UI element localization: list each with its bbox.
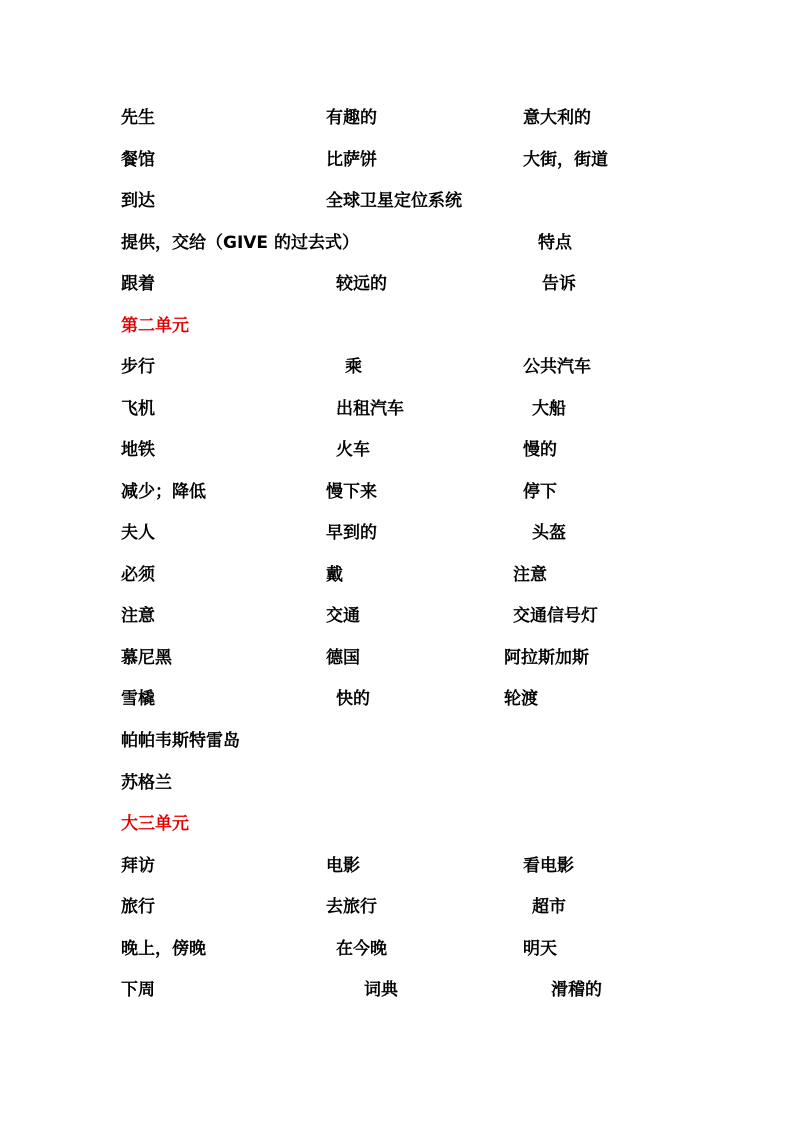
vocab-word: 电影 [326,856,360,876]
vocab-word: 注意 [121,606,155,626]
vocab-row [0,769,794,797]
vocab-row [0,893,794,921]
vocab-word: 超市 [532,897,566,917]
vocab-word: 轮渡 [504,689,538,709]
vocab-row [0,976,794,1004]
vocab-word: 先生 [121,108,155,128]
vocab-word: 有趣的 [326,108,377,128]
vocab-word: 戴 [326,565,343,585]
vocab-word: 帕帕韦斯特雷岛 [121,731,240,751]
vocab-row [0,685,794,713]
vocab-row [0,229,794,257]
vocab-word: 下周 [121,980,155,1000]
vocab-row [0,727,794,755]
vocab-row [0,478,794,506]
vocab-word: 早到的 [326,523,377,543]
vocab-word: 比萨饼 [326,150,377,170]
vocab-word: 快的 [336,689,370,709]
vocab-word: 餐馆 [121,150,155,170]
vocab-word: 减少；降低 [121,482,206,502]
vocab-word: 大街，街道 [523,150,608,170]
vocab-word: 慢的 [523,440,557,460]
unit-heading-row [0,312,794,340]
vocab-word: 拜访 [121,856,155,876]
vocab-word: 苏格兰 [121,773,172,793]
vocab-word: 阿拉斯加斯 [504,648,589,668]
vocab-word: 跟着 [121,274,155,294]
vocab-word: 慢下来 [326,482,377,502]
vocab-word: 雪橇 [121,689,155,709]
vocab-row [0,561,794,589]
vocab-word: 看电影 [523,856,574,876]
vocab-word: 德国 [326,648,360,668]
vocab-word: 地铁 [121,440,155,460]
vocab-word: 夫人 [121,523,155,543]
vocab-word: 全球卫星定位系统 [326,191,462,211]
vocab-row [0,935,794,963]
vocab-word: 停下 [523,482,557,502]
vocab-word: 晚上，傍晚 [121,939,206,959]
vocab-word: 必须 [121,565,155,585]
vocab-word: 在今晚 [336,939,387,959]
vocab-row [0,602,794,630]
vocab-row [0,644,794,672]
vocab-row [0,436,794,464]
vocab-word: 特点 [538,233,572,253]
vocab-word: 旅行 [121,897,155,917]
vocab-word: 飞机 [121,399,155,419]
vocab-row [0,270,794,298]
vocab-word: 步行 [121,357,155,377]
vocab-word: 火车 [336,440,370,460]
vocab-row [0,353,794,381]
vocab-row [0,187,794,215]
vocab-word: 乘 [345,357,362,377]
vocab-word: 交通信号灯 [513,606,598,626]
vocab-word: 出租汽车 [336,399,404,419]
unit-heading-row [0,810,794,838]
vocab-row [0,104,794,132]
vocab-word: 去旅行 [326,897,377,917]
vocab-word: 告诉 [542,274,576,294]
vocab-word: 词典 [364,980,398,1000]
vocab-row [0,146,794,174]
vocab-word: 注意 [513,565,547,585]
vocab-word: 较远的 [336,274,387,294]
vocab-row [0,519,794,547]
vocab-word: 意大利的 [523,108,591,128]
unit3-heading: 大三单元 [121,814,189,834]
vocab-word: 滑稽的 [551,980,602,1000]
vocab-word: 提供，交给（GIVE 的过去式） [121,233,359,253]
vocab-row [0,395,794,423]
vocab-word: 公共汽车 [523,357,591,377]
vocab-word: 头盔 [532,523,566,543]
vocab-row [0,852,794,880]
vocab-word: 明天 [523,939,557,959]
vocab-word: 慕尼黑 [121,648,172,668]
unit2-heading: 第二单元 [121,316,189,336]
vocab-word: 大船 [532,399,566,419]
vocab-word: 到达 [121,191,155,211]
vocab-word: 交通 [326,606,360,626]
